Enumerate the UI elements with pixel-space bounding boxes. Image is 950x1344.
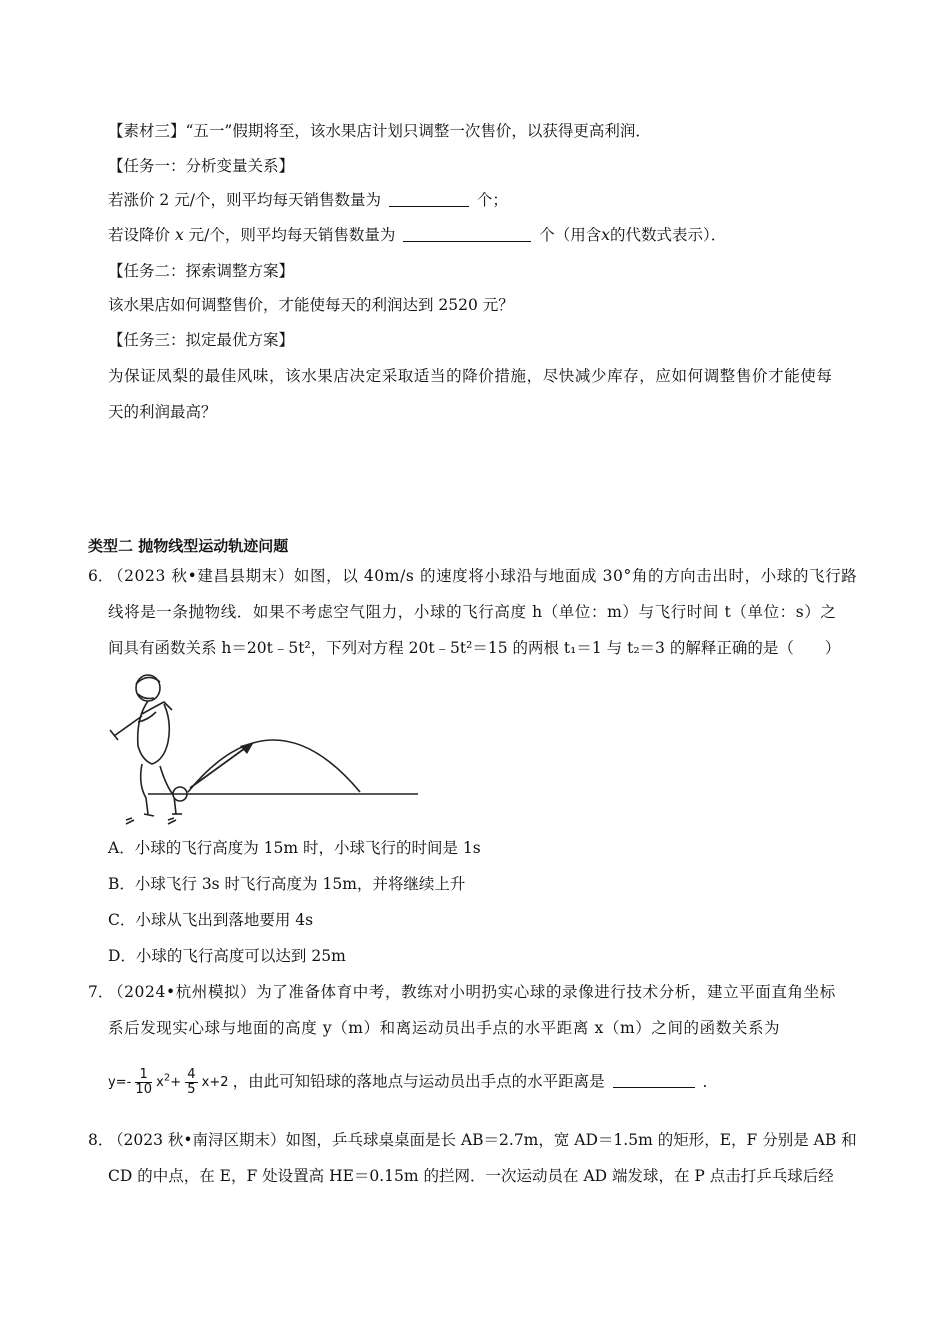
trajectory-parabola — [188, 740, 360, 792]
answer-blank[interactable] — [389, 192, 469, 207]
q8-number: 8． — [88, 1131, 114, 1149]
task-three-question-line2: 天的利润最高？ — [108, 403, 217, 421]
q6-option-a[interactable]: A．小球的飞行高度为 15m 时，小球飞行的时间是 1s — [108, 839, 481, 857]
task-one-question-two: 若设降价 x 元/个，则平均每天销售数量为 个（用含x的代数式表示）． — [108, 226, 727, 244]
material-three: 【素材三】“五一”假期将至，该水果店计划只调整一次售价，以获得更高利润． — [108, 122, 651, 140]
q6-number: 6． — [88, 567, 114, 585]
q7-line2: 系后发现实心球与地面的高度 y（m）和离运动员出手点的水平距离 x（m）之间的函数关系为 — [108, 1019, 781, 1037]
task-one-title: 【任务一：分析变量关系】 — [108, 157, 295, 175]
q6-option-d[interactable]: D．小球的飞行高度可以达到 25m — [108, 947, 346, 965]
section-heading: 类型二 抛物线型运动轨迹问题 — [88, 537, 289, 555]
task-three-title: 【任务三：拟定最优方案】 — [108, 331, 295, 349]
task-two-question: 该水果店如何调整售价，才能使每天的利润达到 2520 元？ — [108, 296, 514, 314]
q6-line1: （2023 秋•建昌县期末）如图，以 40m/s 的速度将小球沿与地面成 30°角的方向击出时，小球的飞行路 — [108, 567, 858, 585]
q6-line3: 间具有函数关系 h＝20t﹣5t²，下列对方程 20t﹣5t²＝15 的两根 t₁＝1 与 t₂＝3 的解释正确的是（ ） — [108, 639, 841, 657]
q7-number: 7． — [88, 983, 114, 1001]
golfer-trajectory-figure — [108, 668, 420, 828]
q7-formula: y=- $\frac{1}{10}$ $x^2+$ $\frac{4}{5}$ x+2 — [108, 1067, 229, 1098]
q8-line2: CD 的中点，在 E，F 处设置高 HE＝0.15m 的拦网．一次运动员在 AD 端发球，在 P 点击打乒乓球后经 — [108, 1167, 834, 1185]
q6-option-c[interactable]: C．小球从飞出到落地要用 4s — [108, 911, 314, 929]
q8-line1: （2023 秋•南浔区期末）如图，乒乓球桌桌面是长 AB＝2.7m，宽 AD＝1.5m 的矩形，E，F 分别是 AB 和 — [108, 1131, 857, 1149]
task-two-title: 【任务二：探索调整方案】 — [108, 262, 295, 280]
direction-arrow — [190, 746, 248, 788]
q6-line2: 线将是一条抛物线．如果不考虑空气阻力，小球的飞行高度 h（单位：m）与飞行时间 t（单位：s）之 — [108, 603, 837, 621]
answer-blank[interactable] — [403, 227, 531, 242]
answer-blank[interactable] — [613, 1073, 695, 1088]
task-three-question-line1: 为保证凤梨的最佳风味，该水果店决定采取适当的降价措施，尽快减少库存，应如何调整售价才能使每 — [108, 367, 833, 385]
task-one-question-one: 若涨价 2 元/个，则平均每天销售数量为 个； — [108, 191, 508, 209]
q7-formula-line: y=- $\frac{1}{10}$ $x^2+$ $\frac{4}{5}$ x+2 ，由此可知铅球的落地点与运动员出手点的水平距离是 ． — [108, 1067, 719, 1098]
q6-option-b[interactable]: B．小球飞行 3s 时飞行高度为 15m，并将继续上升 — [108, 875, 466, 893]
fraction-four-fifths: $\frac{4}{5}$ — [187, 1067, 196, 1098]
arrow-head — [240, 742, 254, 754]
fraction-one-tenth: $\frac{1}{10}$ — [135, 1067, 152, 1098]
q7-line1: （2024•杭州模拟）为了准备体育中考，教练对小明扔实心球的录像进行技术分析，建立平面直角坐标 — [108, 983, 836, 1001]
